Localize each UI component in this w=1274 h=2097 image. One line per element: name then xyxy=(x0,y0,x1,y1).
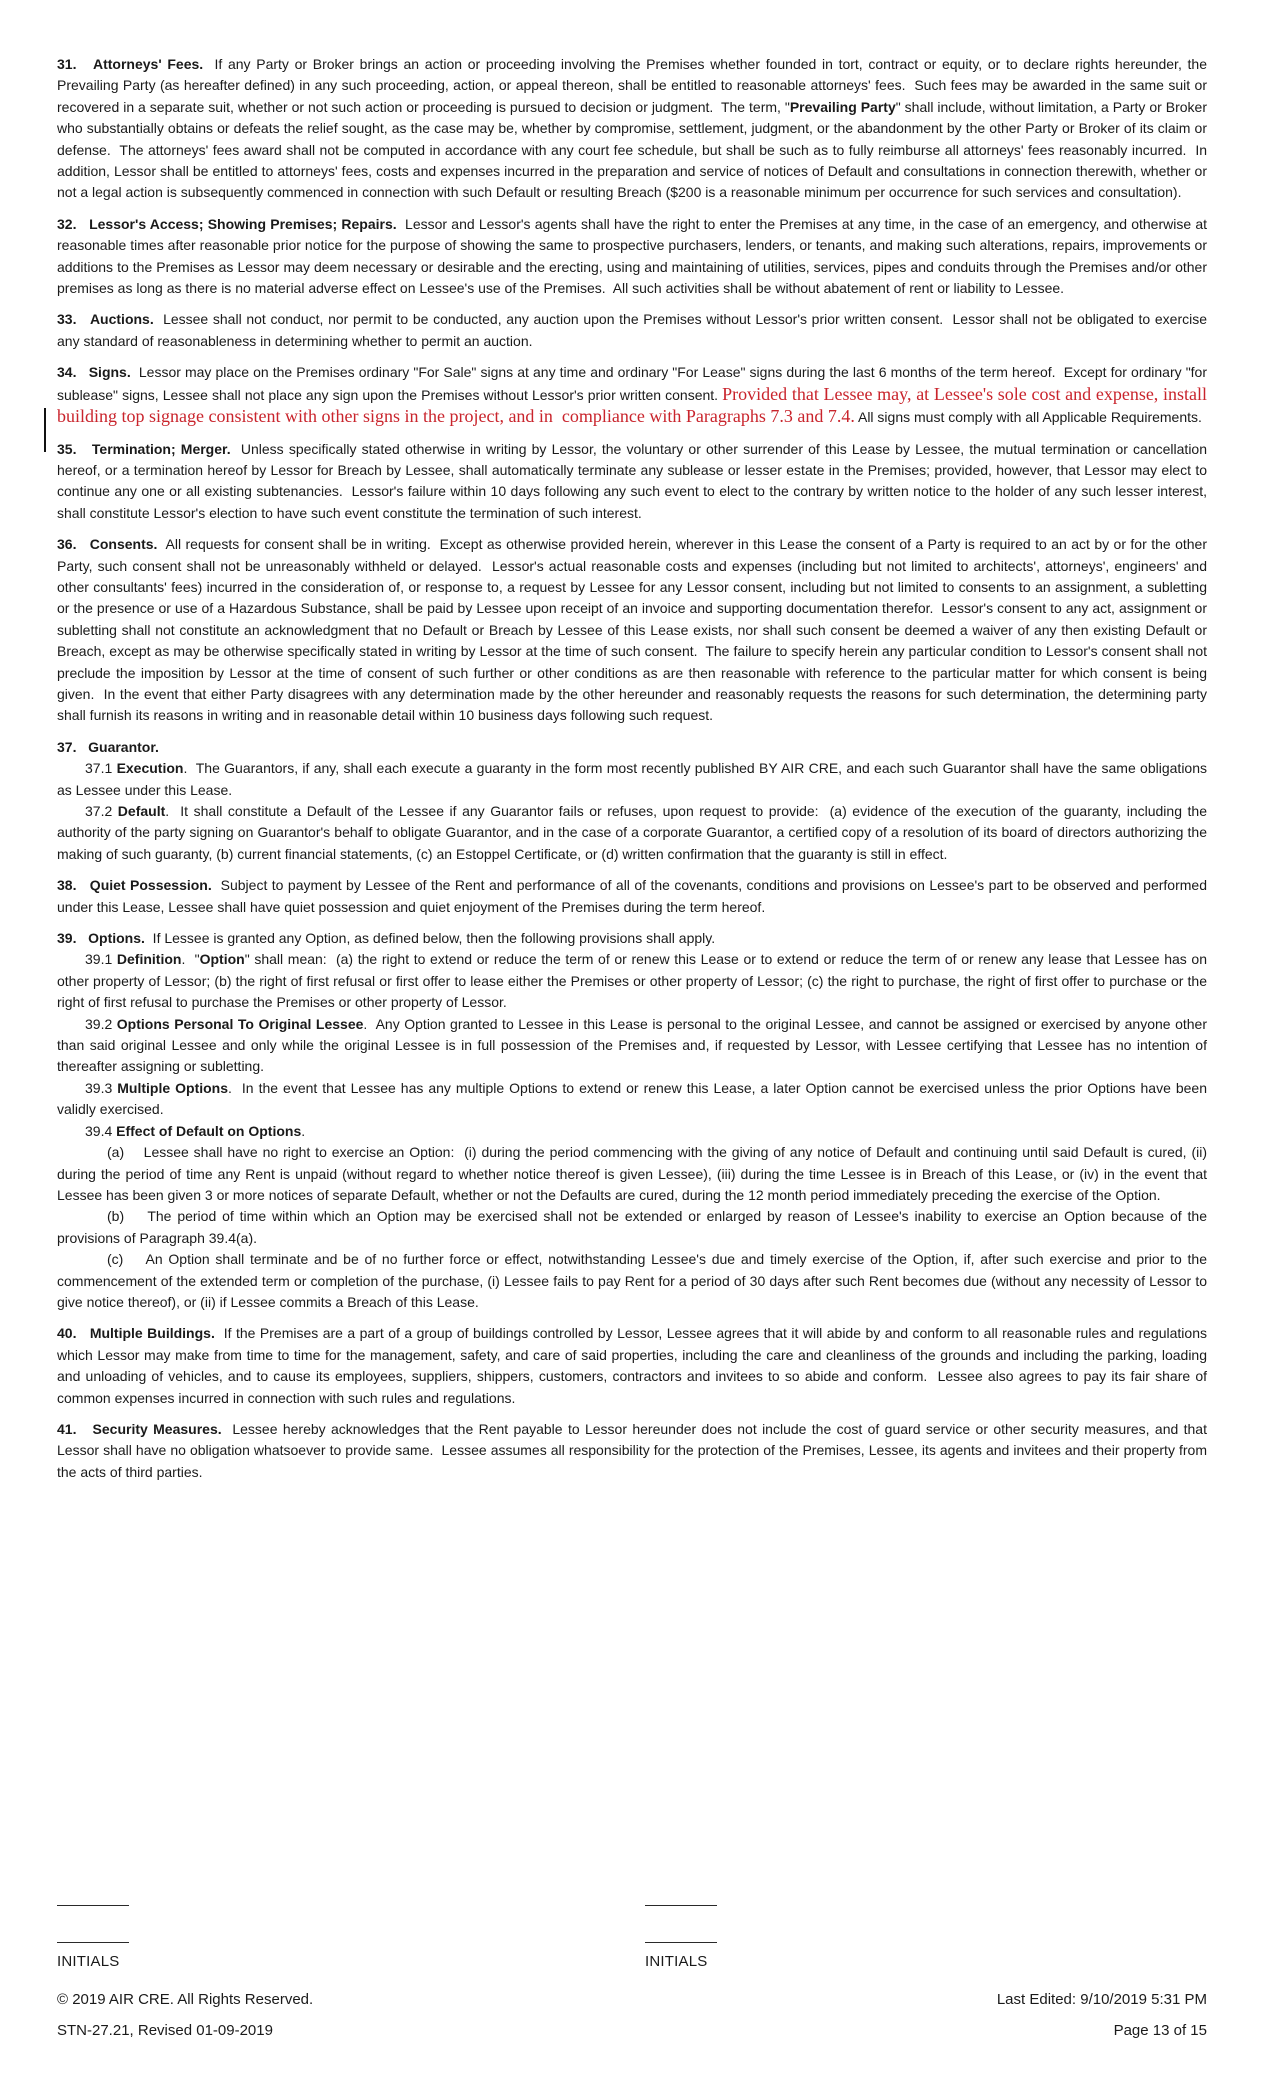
section-40-multiple-buildings xyxy=(57,1323,1207,1409)
bold-run: Prevailing Party xyxy=(789,98,896,115)
section-38-quiet-possession xyxy=(57,875,1207,918)
text-run: Lessor may place on the Premises ordinary "For Sale" signs at any time and ordinary "For Lease" signs during the last 6 months of the term hereof. Except for ordinary "for sublease" signs, Lessee shall not place any sign upon the Premises without Lessor's prior written consent. xyxy=(57,364,1207,403)
bold-run: 32. Lessor's Access; Showing Premises; Repairs. xyxy=(57,215,397,232)
initials-signature-line xyxy=(645,1942,717,1943)
text-run: Subject to payment by Lessee of the Rent and performance of all of the covenants, conditions and provisions on Lessee's part to be observed and performed under this Lease, Lessee shall have quiet possession and quiet enjoyment of the Premises during the term hereof. xyxy=(57,877,1207,915)
initials-signature-line xyxy=(57,1905,129,1906)
text-run: All requests for consent shall be in writing. Except as otherwise provided herein, wherever in this Lease the consent of a Party is required to an act by or for the other Party, such consent shall not be unreasonably withheld or delayed. Lessor's actual reasonable costs and expenses (including but not limited to architects', attorneys', engineers' and other consultants' fees) incurred in the consideration of, or response to, a request by Lessee for any Lessor consent, including but not limited to consents to an assignment, a subletting or the presence or use of a Hazardous Substance, shall be paid by Lessee upon receipt of an invoice and supporting documentation therefor. Lessor's consent to any act, assignment or subletting shall not constitute an acknowledgment that no Default or Breach by Lessee of this Lease exists, nor shall such consent be deemed a waiver of any then existing Default or Breach, except as may be otherwise specifically stated in writing by Lessor at the time of such consent. The failure to specify herein any particular condition to Lessor's consent shall not preclude the imposition by Lessor at the time of consent of such further or other conditions as are then reasonable with reference to the particular matter for which consent is being given. In the event that either Party disagrees with any determination made by the other hereunder and reasonably requests the reasons for such determination, the determining party shall furnish its reasons in writing and in reasonable detail within 10 business days following such request. xyxy=(57,536,1207,724)
lease-body xyxy=(57,54,1207,1483)
text-run: . Any Option granted to Lessee in this Lease is personal to the original Lessee, and cannot be assigned or exercised by anyone other than said original Lessee and only while the original Lessee is in full possession of the Premises and, if requested by Lessor, with Lessee certifying that Lessee has no intention of thereafter assigning or subletting. xyxy=(57,1015,1208,1075)
bold-run: 34. Signs. xyxy=(57,364,131,381)
bold-run: Multiple Options xyxy=(117,1079,229,1096)
text-run: Lessee shall not conduct, nor permit to be conducted, any auction upon the Premises without Lessor's prior written consent. Lessor shall not be obligated to exercise any standard of reasonableness in determining whether to permit an auction. xyxy=(57,311,1207,349)
initials-signature-line xyxy=(645,1905,717,1906)
section-35-termination-merger xyxy=(57,439,1207,525)
bold-run: 35. Termination; Merger. xyxy=(57,440,231,457)
clause-39-4-a xyxy=(57,1142,1207,1206)
section-36-consents xyxy=(57,534,1207,727)
section-32-lessors-access xyxy=(57,214,1207,300)
bold-run: 31. Attorneys' Fees. xyxy=(57,56,204,72)
bold-run: Options Personal To Original Lessee xyxy=(116,1015,364,1032)
initials-label: INITIALS xyxy=(57,1953,120,1970)
initials-signature-line xyxy=(57,1942,129,1943)
page-footer-area xyxy=(57,1905,1207,2097)
revision-change-bar xyxy=(44,408,46,452)
last-edited-text: Last Edited: 9/10/2019 5:31 PM xyxy=(996,1991,1207,2008)
bold-run: 41. Security Measures. xyxy=(57,1420,222,1437)
text-run: " shall mean: (a) the right to extend or reduce the term of or renew this Lease or to extend or reduce the term of or renew any lease that Lessee has on other property of Lessor; (b) the right of first refusal or first offer to lease either the Premises or other property of Lessor; (c) the right to purchase, the right of first offer to purchase or the right of first refusal to purchase the Premises or other property of Lessor. xyxy=(57,951,1208,1011)
section-39-options xyxy=(57,928,1207,949)
footer-row-copyright xyxy=(57,1991,1207,2008)
clause-39-4-b xyxy=(57,1206,1207,1249)
text-run: . The Guarantors, if any, shall each execute a guaranty in the form most recently published BY AIR CRE, and each such Guarantor shall have the same obligations as Lessee under this Lease. xyxy=(57,760,1207,798)
clause-39-4-effect-of-default xyxy=(57,1121,1207,1142)
bold-run: 38. Quiet Possession. xyxy=(57,877,212,894)
clause-39-4-c xyxy=(57,1249,1207,1313)
section-33-auctions xyxy=(57,309,1207,352)
section-31-attorneys-fees xyxy=(57,54,1207,204)
bold-run: 36. Consents. xyxy=(57,536,158,553)
copyright-text: © 2019 AIR CRE. All Rights Reserved. xyxy=(57,1991,314,2008)
clause-39-3-multiple-options xyxy=(57,1078,1207,1121)
initials-block-left xyxy=(57,1905,129,1970)
text-run: " shall include, without limitation, a Party or Broker who substantially obtains or defeats the relief sought, as the case may be, whether by compromise, settlement, judgment, or the abandonment by the other Party or Broker of its claim or defense. The attorneys' fees award shall not be computed in accordance with any court fee schedule, but shall be such as to fully reimburse all attorneys' fees reasonably incurred. In addition, Lessor shall be entitled to attorneys' fees, costs and expenses incurred in the preparation and service of notices of Default and consultations in connection therewith, whether or not a legal action is subsequently commenced in connection with such Default or resulting Breach ($200 is a reasonable minimum per occurrence for such services and consultation). xyxy=(57,98,1207,201)
text-run: Lessor and Lessor's agents shall have the right to enter the Premises at any time, in the case of an emergency, and otherwise at reasonable times after reasonable prior notice for the purpose of showing the same to prospective purchasers, lenders, or tenants, and making such alterations, repairs, improvements or additions to the Premises as Lessor may deem necessary or desirable and the erecting, using and maintaining of utilities, services, pipes and conduits through the Premises and/or other premises as long as there is no material adverse effect on Lessee's use of the Premises. All such activities shall be without abatement of rent or liability to Lessee. xyxy=(57,215,1207,297)
form-id-text: STN-27.21, Revised 01-09-2019 xyxy=(57,2022,273,2039)
clause-39-1-definition xyxy=(57,949,1207,1013)
text-run: 39.3 xyxy=(85,1079,118,1096)
clause-37-1-execution xyxy=(57,758,1207,801)
bold-run: Definition xyxy=(116,951,182,968)
bold-run: 33. Auctions. xyxy=(57,311,154,328)
text-run: . It shall constitute a Default of the Lessee if any Guarantor fails or refuses, upon request to provide: (a) evidence of the execution of the guaranty, including the authority of the party signing on Guarantor's behalf to obligate Guarantor, and in the case of a corporate Guarantor, a certified copy of a resolution of its board of directors authorizing the making of such guaranty, (b) current financial statements, (c) an Estoppel Certificate, or (d) written confirmation that the guaranty is still in effect. xyxy=(57,803,1207,862)
text-run: 39.2 xyxy=(85,1015,117,1032)
text-run: (a) Lessee shall have no right to exercise an Option: (i) during the period commencing with the giving of any notice of Default and continuing until said Default is cured, (ii) during the period of time any Rent is unpaid (without regard to whether notice thereof is given Lessee), (iii) during the time Lessee is in Breach of this Lease, or (iv) in the event that Lessee has been given 3 or more notices of separate Default, whether or not the Defaults are cured, during the 12 month period immediately preceding the exercise of the Option. xyxy=(57,1144,1207,1203)
text-run: (c) An Option shall terminate and be of no further force or effect, notwithstanding Lessee's due and timely exercise of the Option, if, after such exercise and prior to the commencement of the extended term or completion of the purchase, (i) Lessee fails to pay Rent for a period of 30 days after such Rent becomes due (without any necessity of Lessor to give notice thereof), or (ii) if Lessee commits a Breach of this Lease. xyxy=(57,1251,1207,1310)
section-41-security-measures xyxy=(57,1419,1207,1483)
text-run: 39.1 xyxy=(85,951,117,968)
text-run: Unless specifically stated otherwise in writing by Lessor, the voluntary or other surrender of this Lease by Lessee, the mutual termination or cancellation hereof, or a termination hereof by Lessor for Breach by Lessee, shall automatically terminate any sublease or lesser estate in the Premises; provided, however, that Lessor may elect to continue any one or all existing subtenancies. Lessor's failure within 10 days following any such event to elect to the contrary by written notice to the holder of any such lesser interest, shall constitute Lessor's election to have such event constitute the termination of such interest. xyxy=(57,440,1207,521)
inserted-red-text: Provided that Lessee may, at Lessee's sole cost and expense, install building top signage consistent with other signs in the project, and in compliance with Paragraphs 7.3 and 7.4. xyxy=(57,383,1207,427)
text-run: If Lessee is granted any Option, as defined below, then the following provisions shall apply. xyxy=(144,930,716,947)
text-run: . xyxy=(301,1122,306,1139)
text-run: If the Premises are a part of a group of buildings controlled by Lessor, Lessee agrees that it will abide by and conform to all reasonable rules and regulations which Lessor may make from time to time for the management, safety, and care of said properties, including the care and cleanliness of the grounds and including the parking, loading and unloading of vehicles, and to cause its employees, suppliers, shippers, customers, contractors and invitees to so abide and conform. Lessee also agrees to pay its fair share of common expenses incurred in connection with such rules and regulations. xyxy=(57,1325,1207,1406)
clause-37-2-default xyxy=(57,801,1207,865)
text-run: Lessee hereby acknowledges that the Rent payable to Lessor hereunder does not include the cost of guard service or other security measures, and that Lessor shall have no obligation whatsoever to provide same. Lessee assumes all responsibility for the protection of the Premises, Lessee, its agents and invitees and their property from the acts of third parties. xyxy=(57,1420,1207,1480)
text-run: 39.4 xyxy=(85,1122,117,1139)
bold-run: Effect of Default on Options xyxy=(116,1122,302,1139)
footer-row-form xyxy=(57,2022,1207,2039)
initials-block-right xyxy=(645,1905,717,1970)
bold-run: Option xyxy=(199,951,245,968)
bold-run: 37. Guarantor. xyxy=(57,738,159,755)
text-run: . " xyxy=(181,951,200,968)
text-run: If any Party or Broker brings an action or proceeding involving the Premises whether founded in tort, contract or equity, or to declare rights hereunder, the Prevailing Party (as hereafter defined) in any such proceeding, action, or appeal thereon, shall be entitled to reasonable attorneys' fees. Such fees may be awarded in the same suit or recovered in a separate suit, whether or not such action or proceeding is pursued to decision or judgment. The term, " xyxy=(57,56,1207,115)
bold-run: Default xyxy=(117,803,166,819)
bold-run: Execution xyxy=(116,760,184,777)
initials-label: INITIALS xyxy=(645,1953,708,1970)
text-run: . In the event that Lessee has any multiple Options to extend or renew this Lease, a later Option cannot be exercised unless the prior Options have been validly exercised. xyxy=(57,1079,1207,1118)
text-run: (b) The period of time within which an Option may be exercised shall not be extended or enlarged by reason of Lessee's inability to exercise an Option because of the provisions of Paragraph 39.4(a). xyxy=(57,1208,1207,1246)
section-34-signs xyxy=(57,362,1207,428)
section-37-guarantor xyxy=(57,737,1207,758)
text-run: 37.2 xyxy=(85,803,118,819)
text-run: 37.1 xyxy=(85,760,117,777)
bold-run: 40. Multiple Buildings. xyxy=(57,1325,215,1342)
clause-39-2-options-personal xyxy=(57,1014,1207,1078)
text-run: All signs must comply with all Applicable Requirements. xyxy=(854,409,1202,426)
bold-run: 39. Options. xyxy=(57,930,145,947)
page-number-text: Page 13 of 15 xyxy=(1113,2022,1207,2039)
